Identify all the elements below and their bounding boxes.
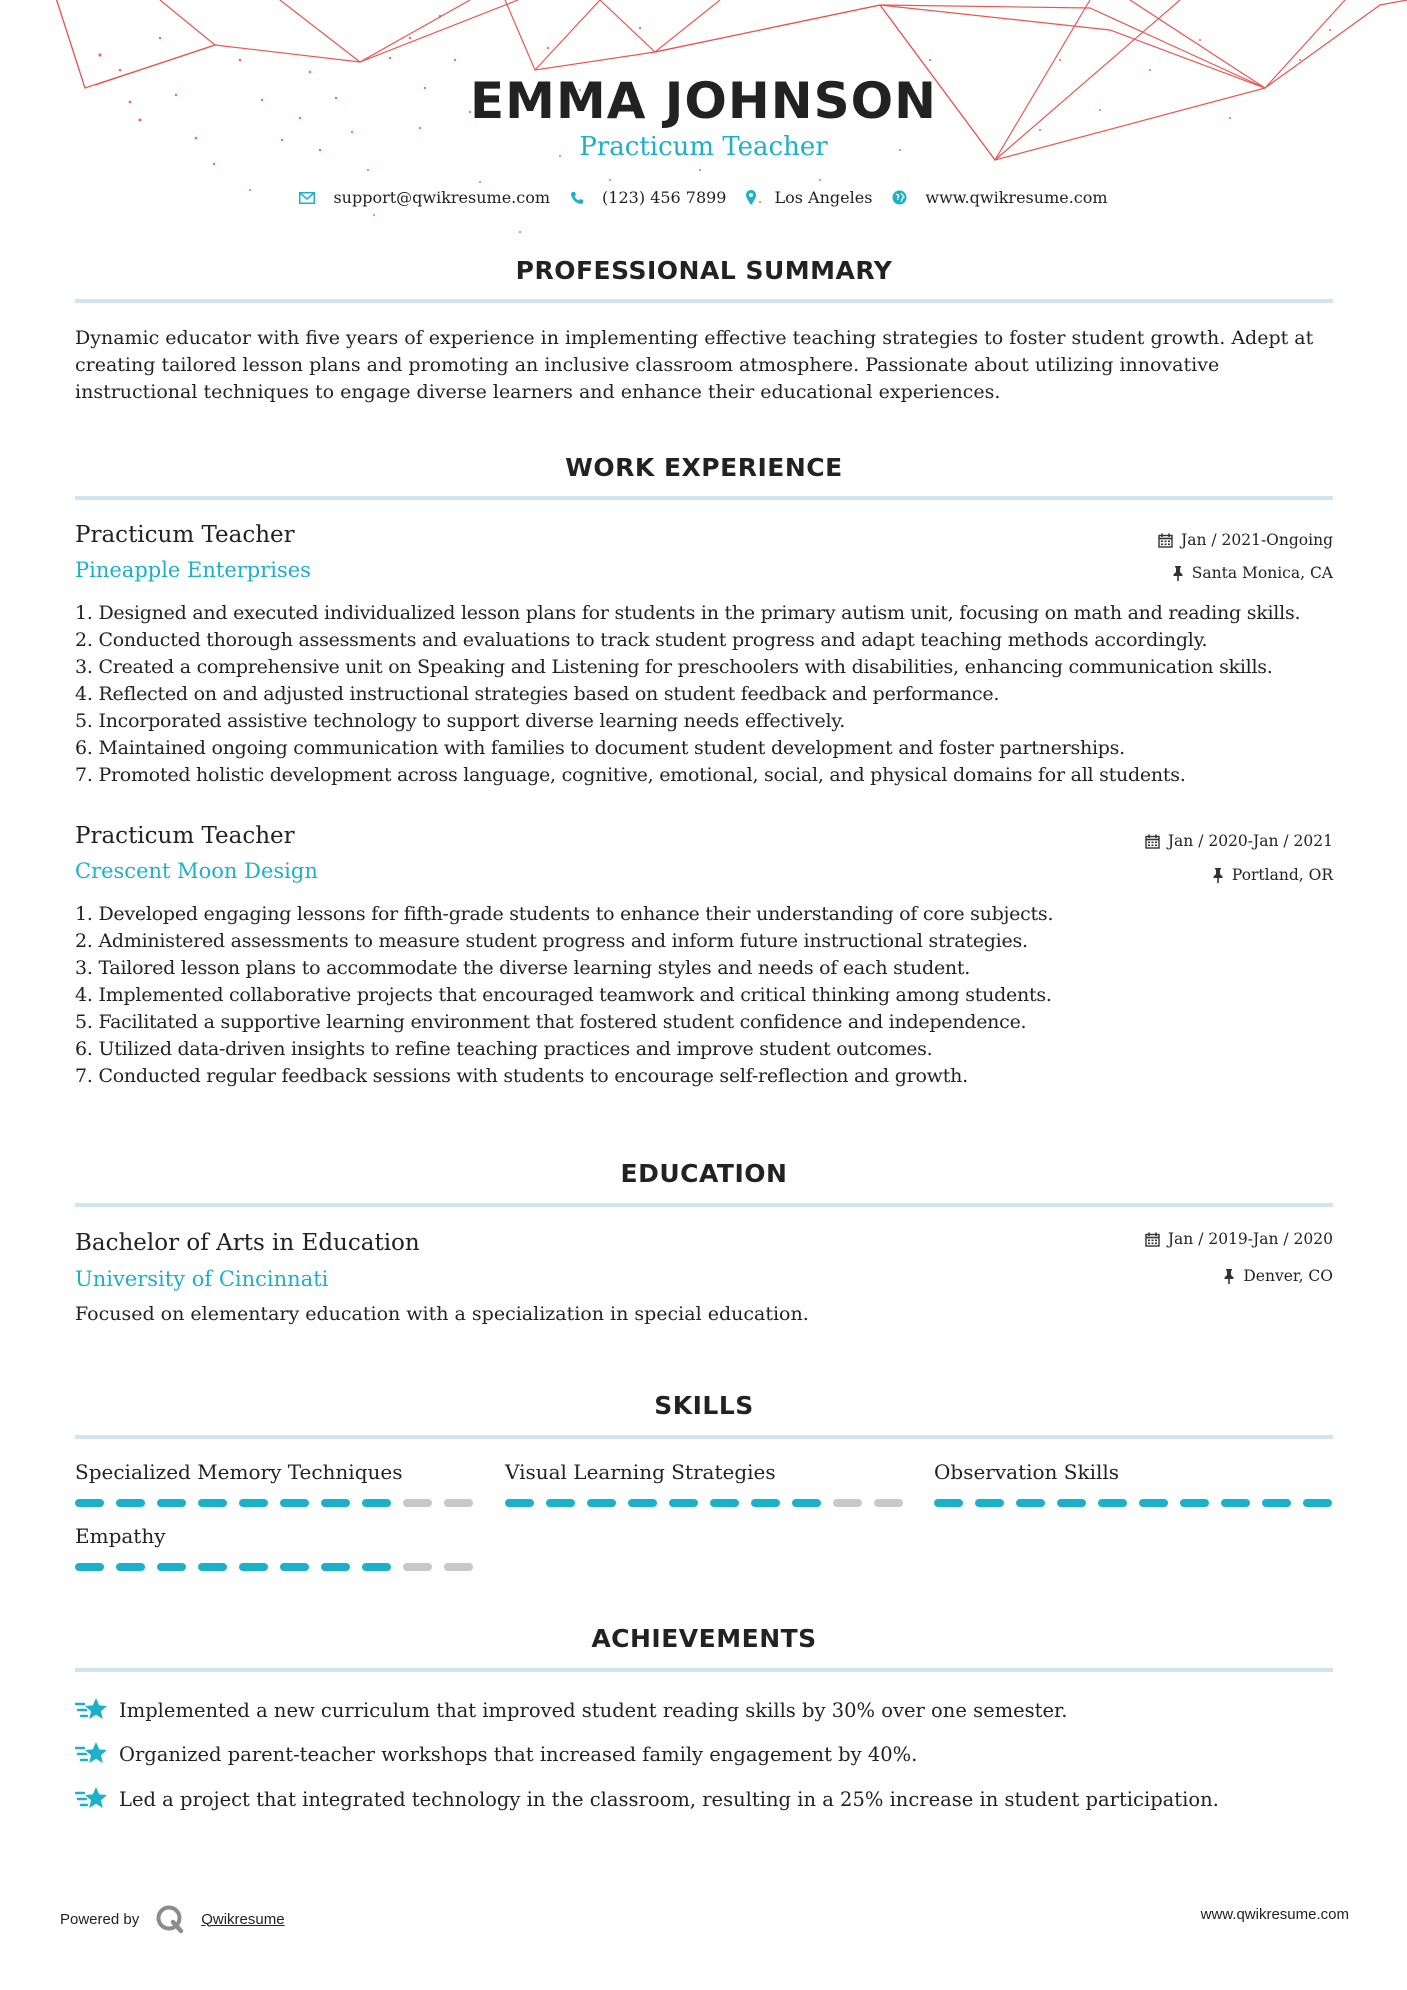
education-description: Focused on elementary education with a specialization in special education.	[75, 1303, 809, 1325]
achievement-item	[75, 1740, 917, 1768]
powered-by-label: Powered by	[60, 1910, 140, 1928]
skill-level-bar	[75, 1563, 475, 1571]
skill-dash-filled	[198, 1499, 227, 1507]
skill-dash-filled	[792, 1499, 821, 1507]
skill-dash-filled	[157, 1563, 186, 1571]
skill-dash-filled	[362, 1563, 391, 1571]
list-item: Utilized data-driven insights to refine teaching practices and improve student outcomes.	[98, 1038, 933, 1060]
skill-dash-filled	[587, 1499, 616, 1507]
list-item: Developed engaging lessons for fifth-grade students to enhance their understanding of core subjects.	[98, 903, 1054, 925]
list-item: Created a comprehensive unit on Speaking and Listening for preschoolers with disabilities, enhancing communication skills.	[98, 656, 1273, 678]
skill-dash-filled	[116, 1499, 145, 1507]
section-divider	[75, 1203, 1333, 1207]
list-item: Administered assessments to measure student progress and inform future instructional strategies.	[98, 930, 1028, 952]
skill-dash-filled	[157, 1499, 186, 1507]
list-item: Tailored lesson plans to accommodate the diverse learning styles and needs of each student.	[98, 957, 971, 979]
skill-dash-filled	[321, 1563, 350, 1571]
job-dates-text: Jan / 2021-Ongoing	[1180, 531, 1333, 549]
contact-phone-text: (123) 456 7899	[602, 188, 727, 207]
phone-icon	[570, 191, 584, 205]
job-company: Pineapple Enterprises	[75, 558, 311, 582]
calendar-icon	[1158, 533, 1173, 548]
achievement-text: Organized parent-teacher workshops that increased family engagement by 40%.	[119, 1742, 918, 1766]
skill-item	[75, 1460, 475, 1507]
skill-dash-filled	[116, 1563, 145, 1571]
skill-dash-filled	[710, 1499, 739, 1507]
list-item: Reflected on and adjusted instructional strategies based on student feedback and performance.	[98, 683, 1000, 705]
section-title-skills: SKILLS	[654, 1391, 754, 1420]
section-divider	[75, 1435, 1333, 1439]
section-divider	[75, 496, 1333, 500]
list-item: Incorporated assistive technology to support diverse learning needs effectively.	[98, 710, 846, 732]
contact-website-text: www.qwikresume.com	[925, 188, 1108, 207]
skill-dash-filled	[1180, 1499, 1209, 1507]
achievement-item	[75, 1696, 1067, 1724]
list-item: Maintained ongoing communication with families to document student development and foster partnerships.	[98, 737, 1125, 759]
education-degree: Bachelor of Arts in Education	[75, 1230, 420, 1256]
contact-email[interactable]	[299, 188, 550, 207]
skill-name: Visual Learning Strategies	[505, 1460, 776, 1484]
contact-website[interactable]	[892, 188, 1107, 207]
skill-dash-filled	[975, 1499, 1004, 1507]
education-location	[1223, 1267, 1333, 1285]
calendar-icon	[1145, 1232, 1160, 1247]
list-item: Promoted holistic development across language, cognitive, emotional, social, and physical domains for all students.	[98, 764, 1186, 786]
skill-dash-filled	[280, 1499, 309, 1507]
job-title: Practicum Teacher	[75, 823, 295, 849]
contact-phone[interactable]	[570, 188, 726, 207]
job-bullets	[75, 901, 1345, 1090]
calendar-icon	[1145, 834, 1160, 849]
skill-dash-filled	[669, 1499, 698, 1507]
education-dates-text: Jan / 2019-Jan / 2020	[1167, 1230, 1333, 1248]
skill-dash-filled	[362, 1499, 391, 1507]
candidate-name: EMMA JOHNSON	[470, 72, 937, 130]
skill-dash-filled	[75, 1499, 104, 1507]
section-title-experience: WORK EXPERIENCE	[565, 453, 843, 482]
job-location	[1212, 866, 1333, 884]
skill-dash-empty	[403, 1499, 432, 1507]
skill-dash-filled	[239, 1563, 268, 1571]
contact-location-text: Los Angeles	[774, 188, 873, 207]
achievement-text: Led a project that integrated technology in the classroom, resulting in a 25% increase in student participation.	[119, 1787, 1219, 1811]
skill-level-bar	[934, 1499, 1334, 1507]
job-dates	[1145, 832, 1333, 850]
skill-dash-filled	[280, 1563, 309, 1571]
section-divider	[75, 299, 1333, 303]
list-item: Facilitated a supportive learning environment that fostered student confidence and independence.	[98, 1011, 1027, 1033]
job-bullets	[75, 600, 1345, 789]
skill-dash-filled	[1016, 1499, 1045, 1507]
skill-dash-empty	[874, 1499, 903, 1507]
list-item: Implemented collaborative projects that encouraged teamwork and critical thinking among students.	[98, 984, 1052, 1006]
contact-bar	[0, 188, 1407, 207]
list-item: Conducted thorough assessments and evaluations to track student progress and adapt teaching methods accordingly.	[98, 629, 1208, 651]
qwikresume-logo-icon	[155, 1904, 185, 1934]
skill-name: Observation Skills	[934, 1460, 1120, 1484]
footer-url[interactable]: www.qwikresume.com	[1200, 1906, 1349, 1923]
envelope-icon	[299, 192, 315, 204]
list-item: Conducted regular feedback sessions with students to encourage self-reflection and growth.	[98, 1065, 968, 1087]
skill-dash-filled	[1221, 1499, 1250, 1507]
section-divider	[75, 1668, 1333, 1672]
skill-level-bar	[505, 1499, 905, 1507]
skill-item	[75, 1524, 475, 1571]
pin-icon	[1212, 868, 1224, 883]
skill-dash-filled	[198, 1563, 227, 1571]
skill-item	[934, 1460, 1334, 1507]
skill-dash-filled	[1139, 1499, 1168, 1507]
star-icon	[75, 1785, 109, 1813]
map-marker-icon	[746, 190, 756, 205]
skill-dash-empty	[444, 1499, 473, 1507]
footer-powered-by	[60, 1904, 285, 1934]
candidate-title: Practicum Teacher	[579, 132, 828, 162]
education-school: University of Cincinnati	[75, 1267, 329, 1291]
skill-name: Specialized Memory Techniques	[75, 1460, 403, 1484]
contact-email-text: support@qwikresume.com	[333, 188, 551, 207]
achievement-text: Implemented a new curriculum that improved student reading skills by 30% over one semester.	[119, 1698, 1068, 1722]
skill-name: Empathy	[75, 1524, 166, 1548]
job-dates-text: Jan / 2020-Jan / 2021	[1167, 832, 1333, 850]
skill-dash-filled	[751, 1499, 780, 1507]
skill-dash-filled	[546, 1499, 575, 1507]
skill-dash-filled	[321, 1499, 350, 1507]
pin-icon	[1172, 566, 1184, 581]
summary-text: Dynamic educator with five years of experience in implementing effective teaching strategies to foster student growth. Adept at creating tailored lesson plans and promoting an inclusive classroom atmosphere. Passionate about utilizing innovative instructional techniques to engage diverse learners and enhance their educational experiences.	[75, 327, 1314, 403]
education-location-text: Denver, CO	[1243, 1267, 1333, 1285]
list-item: Designed and executed individualized lesson plans for students in the primary autism unit, focusing on math and reading skills.	[98, 602, 1301, 624]
job-location	[1172, 564, 1333, 582]
skill-dash-empty	[444, 1563, 473, 1571]
section-title-education: EDUCATION	[620, 1159, 788, 1188]
skill-dash-filled	[1262, 1499, 1291, 1507]
job-location-text: Portland, OR	[1231, 866, 1333, 884]
skill-dash-filled	[1057, 1499, 1086, 1507]
skill-dash-filled	[75, 1563, 104, 1571]
job-title: Practicum Teacher	[75, 522, 295, 548]
achievement-item	[75, 1785, 1219, 1813]
skill-item	[505, 1460, 905, 1507]
job-company: Crescent Moon Design	[75, 859, 318, 883]
job-location-text: Santa Monica, CA	[1191, 564, 1333, 582]
skill-dash-filled	[1098, 1499, 1127, 1507]
skill-level-bar	[75, 1499, 475, 1507]
skill-dash-filled	[239, 1499, 268, 1507]
star-icon	[75, 1740, 109, 1768]
skill-dash-filled	[505, 1499, 534, 1507]
contact-location	[746, 188, 872, 207]
footer-brand-link[interactable]: Qwikresume	[201, 1910, 285, 1928]
section-title-summary: PROFESSIONAL SUMMARY	[515, 256, 893, 285]
skill-dash-filled	[934, 1499, 963, 1507]
pin-icon	[1223, 1269, 1235, 1284]
globe-icon	[892, 190, 907, 205]
job-dates	[1158, 531, 1333, 549]
education-dates	[1145, 1230, 1333, 1248]
skill-dash-filled	[1303, 1499, 1332, 1507]
skill-dash-empty	[833, 1499, 862, 1507]
skill-dash-empty	[403, 1563, 432, 1571]
star-icon	[75, 1696, 109, 1724]
skill-dash-filled	[628, 1499, 657, 1507]
section-title-achievements: ACHIEVEMENTS	[591, 1624, 817, 1653]
